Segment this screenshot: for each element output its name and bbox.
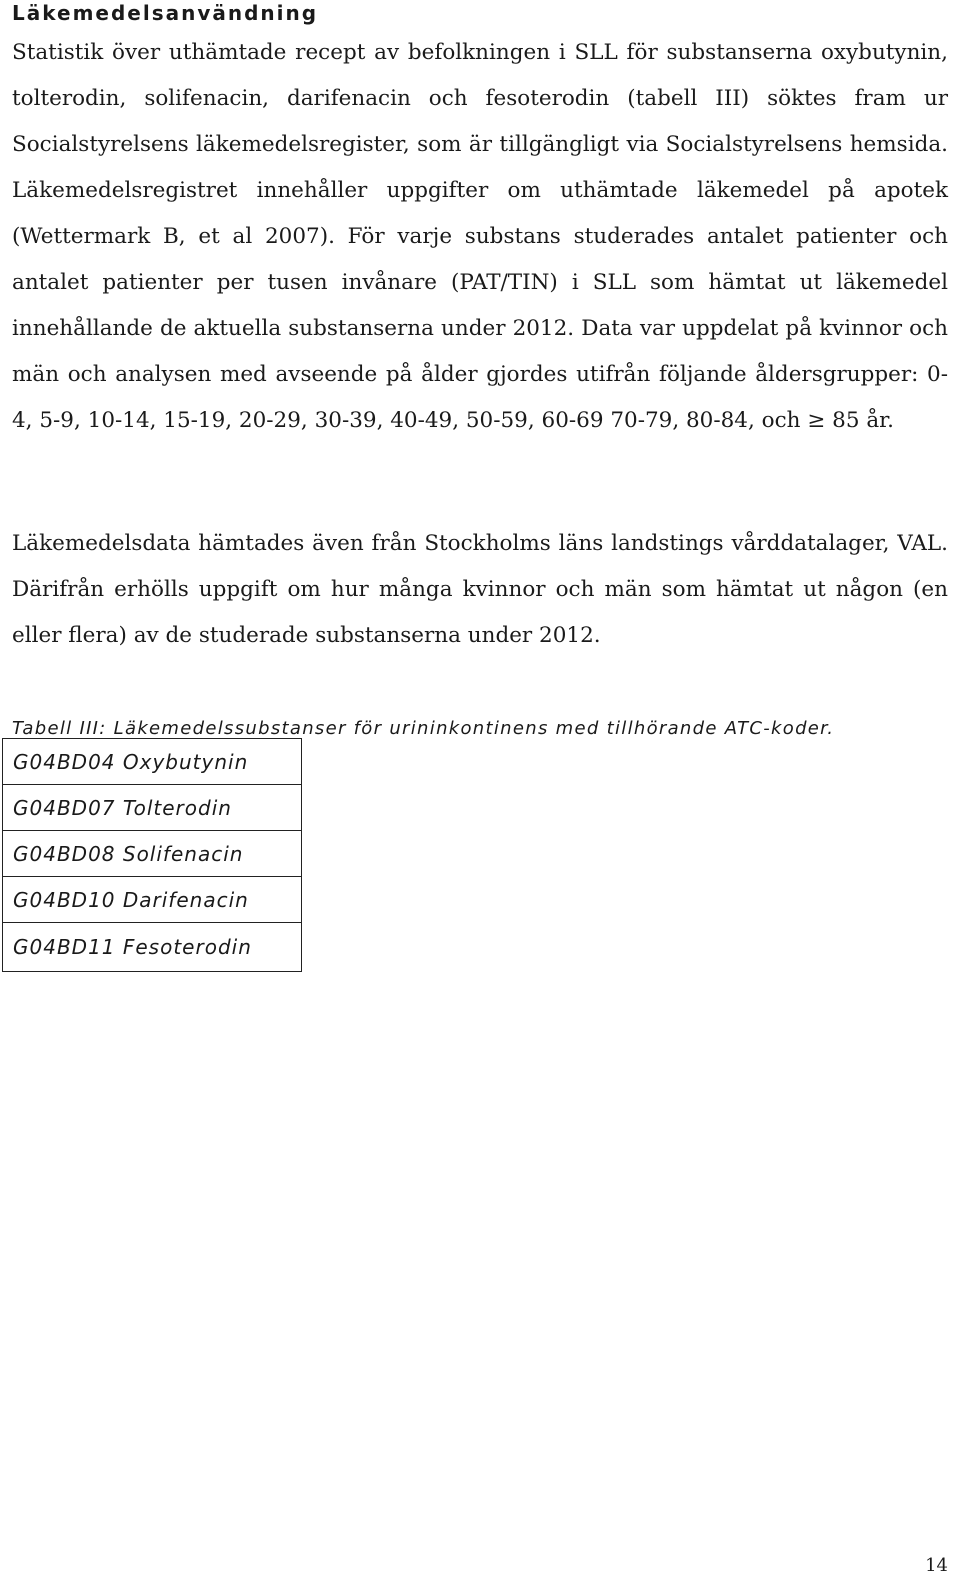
- table-row: [3, 739, 302, 785]
- table-row: [3, 923, 302, 972]
- table-cell: G04BD11 Fesoterodin: [3, 923, 302, 972]
- page-number: 14: [925, 1555, 948, 1576]
- table-cell: G04BD04 Oxybutynin: [3, 739, 302, 785]
- table-cell: G04BD10 Darifenacin: [3, 877, 302, 923]
- section-heading: Läkemedelsanvändning: [12, 1, 319, 25]
- body-paragraph: Läkemedelsdata hämtades även från Stockholms läns landstings vårddatalager, VAL. Därifrån erhölls uppgift om hur många kvinnor och män som hämtat ut någon (en eller flera) av de studerade substanserna under 2012.: [12, 531, 948, 648]
- table-cell: G04BD08 Solifenacin: [3, 831, 302, 877]
- table-row: [3, 831, 302, 877]
- body-paragraph: Statistik över uthämtade recept av befolkningen i SLL för substanserna oxybutynin, tolterodin, solifenacin, darifenacin och fesoterodin (tabell III) söktes fram ur Socialstyrelsens läkemedelsregister, som är tillgängligt via Socialstyrelsens hemsida. Läkemedelsregistret innehåller uppgifter om uthämtade läkemedel på apotek (Wettermark B, et al 2007). För varje substans studerades antalet patienter och antalet patienter per tusen invånare (PAT/TIN) i SLL som hämtat ut läkemedel innehållande de aktuella substanserna under 2012. Data var uppdelat på kvinnor och män och analysen med avseende på ålder gjordes utifrån följande åldersgrupper: 0-4, 5-9, 10-14, 15-19, 20-29, 30-39, 40-49, 50-59, 60-69 70-79, 80-84, och ≥ 85 år.: [12, 40, 948, 433]
- table-cell: G04BD07 Tolterodin: [3, 785, 302, 831]
- atc-table: [2, 738, 302, 972]
- table-caption: Tabell III: Läkemedelssubstanser för urininkontinens med tillhörande ATC-koder.: [12, 718, 835, 739]
- table-row: [3, 785, 302, 831]
- table-row: [3, 877, 302, 923]
